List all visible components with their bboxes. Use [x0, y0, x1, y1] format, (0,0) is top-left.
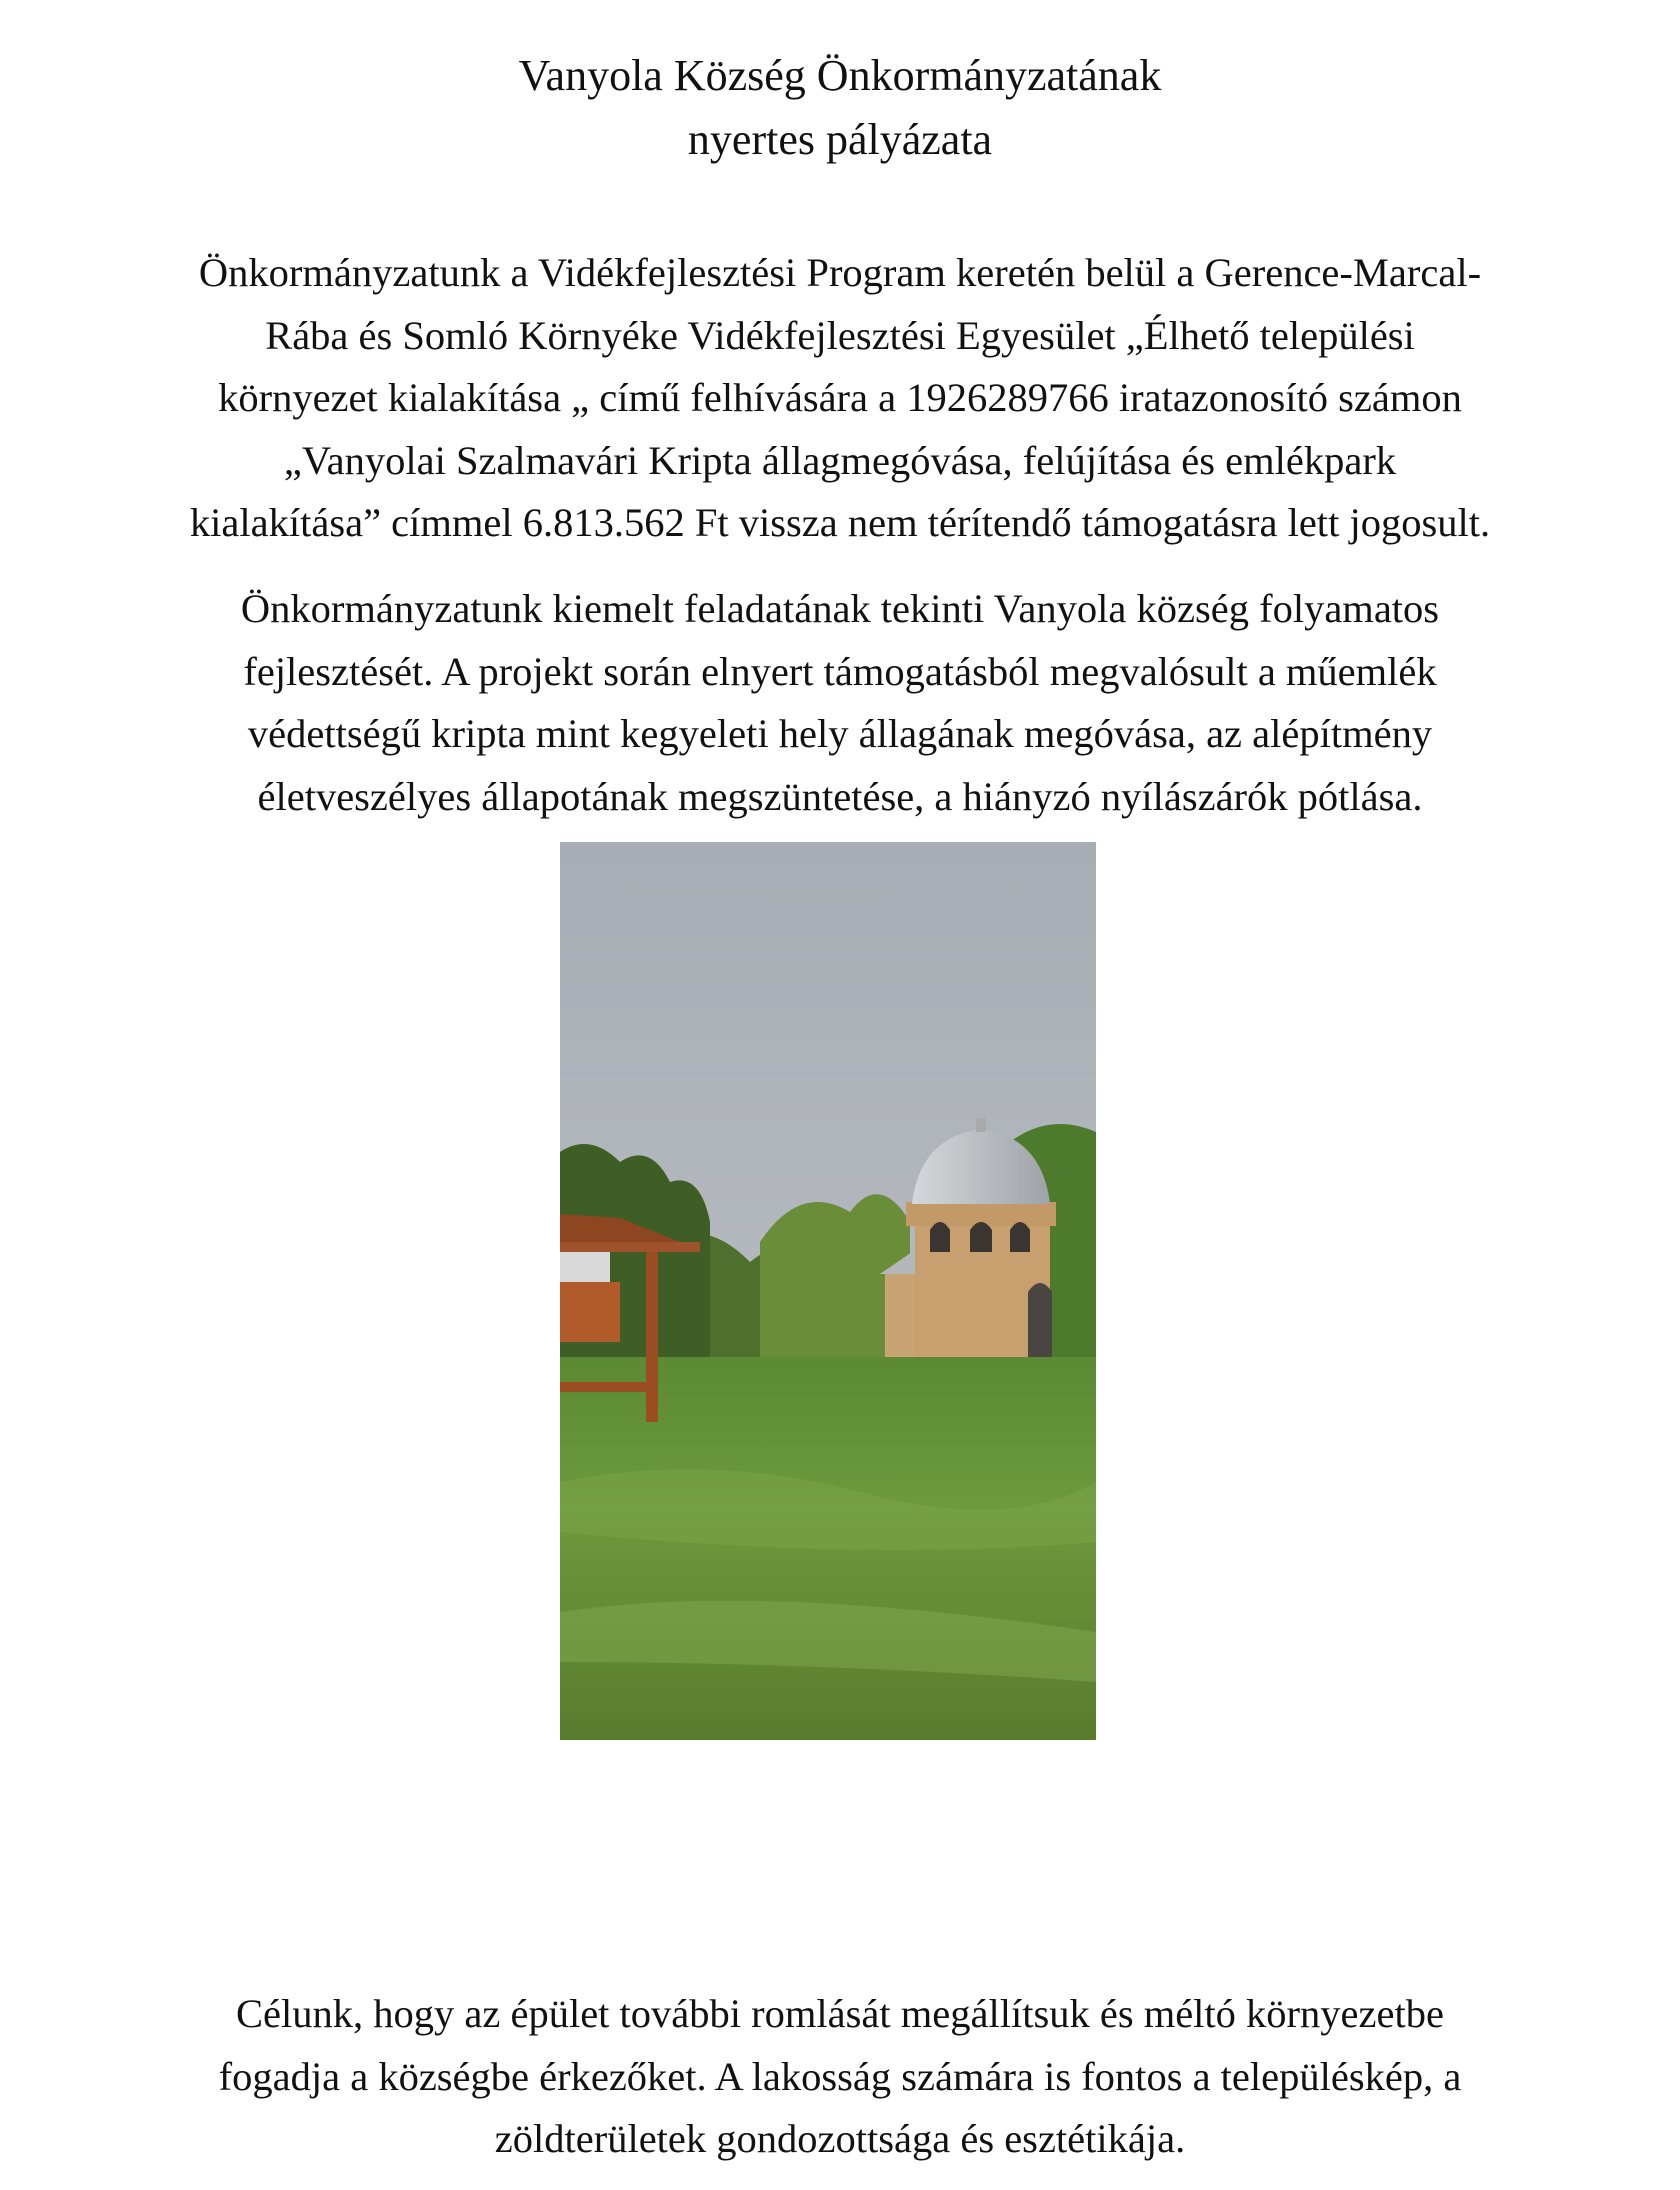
paragraph-line: Önkormányzatunk a Vidékfejlesztési Program keretén belül a Gerence-Marcal-: [198, 250, 1482, 295]
paragraph-line: Rába és Somló Környéke Vidékfejlesztési Egyesület „Élhető települési: [265, 312, 1415, 358]
document-title: [0, 44, 1680, 172]
title-line: Vanyola Község Önkormányzatának: [518, 51, 1162, 100]
paragraph-grant-announcement: [40, 242, 1640, 555]
paragraph-line: zöldterületek gondozottsága és esztétikája.: [494, 2116, 1186, 2161]
crypt-photo: [560, 842, 1096, 1740]
paragraph-line: fogadja a községbe érkezőket. A lakosság számára is fontos a településkép, a: [218, 2053, 1462, 2099]
paragraph-line: környezet kialakítása „ című felhívására a 1926289766 iratazonosító számon: [218, 375, 1462, 420]
title-line: nyertes pályázata: [687, 115, 993, 164]
paragraph-project-results: [40, 578, 1640, 828]
crypt-photo-illustration: [560, 842, 1096, 1740]
paragraph-line: kialakítása” címmel 6.813.562 Ft vissza nem térítendő támogatásra lett jogosult.: [189, 500, 1491, 545]
paragraph-line: „Vanyolai Szalmavári Kripta állagmegóvása, felújítása és emlékpark: [283, 437, 1397, 483]
paragraph-goals: [40, 1983, 1640, 2171]
paragraph-line: Célunk, hogy az épület további romlását megállítsuk és méltó környezetbe: [236, 1991, 1444, 2036]
paragraph-line: Önkormányzatunk kiemelt feladatának tekinti Vanyola község folyamatos: [240, 586, 1440, 631]
paragraph-line: életveszélyes állapotának megszüntetése, a hiányzó nyílászárók pótlása.: [257, 773, 1423, 819]
paragraph-line: védettségű kripta mint kegyeleti hely állagának megóvása, az alépítmény: [247, 711, 1433, 756]
paragraph-line: fejlesztését. A projekt során elnyert támogatásból megvalósult a műemlék: [243, 648, 1437, 694]
